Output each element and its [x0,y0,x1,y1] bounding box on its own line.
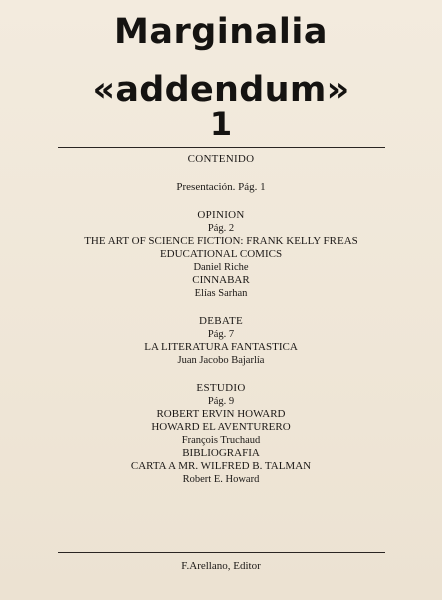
editor-credit: F.Arellano, Editor [181,560,261,572]
contents-heading: CONTENIDO [187,153,255,165]
issue-number: 1 [209,105,233,143]
bottom-divider [58,552,385,553]
toc-item: CARTA A MR. WILFRED B. TALMAN [130,460,312,472]
section-opinion-page: Pág. 2 [207,223,235,234]
masthead-subtitle: «addendum» [92,70,350,110]
toc-author: Elías Sarhan [194,288,248,299]
masthead-title: Marginalia [114,12,328,52]
section-estudio-page: Pág. 9 [207,396,235,407]
toc-author: Juan Jacobo Bajarlía [177,355,265,366]
toc-item: CINNABAR [192,274,250,286]
toc-presentacion: Presentación. Pág. 1 [176,181,266,193]
toc-item: EDUCATIONAL COMICS [159,248,283,260]
toc-item: HOWARD EL AVENTURERO [151,421,291,433]
section-debate-page: Pág. 7 [207,329,235,340]
toc-item: ROBERT ERVIN HOWARD [156,408,286,420]
table-of-contents [0,153,442,486]
top-divider [58,147,385,148]
toc-author: Robert E. Howard [182,474,260,485]
section-estudio-heading: ESTUDIO [196,382,246,394]
toc-author: Daniel Riche [193,262,249,273]
section-debate-heading: DEBATE [199,315,243,327]
toc-item: THE ART OF SCIENCE FICTION: FRANK KELLY FREAS [84,235,358,247]
toc-author: François Truchaud [181,435,261,446]
toc-item: BIBLIOGRAFIA [182,447,260,459]
toc-item: LA LITERATURA FANTASTICA [144,341,298,353]
section-opinion-heading: OPINION [197,209,245,221]
